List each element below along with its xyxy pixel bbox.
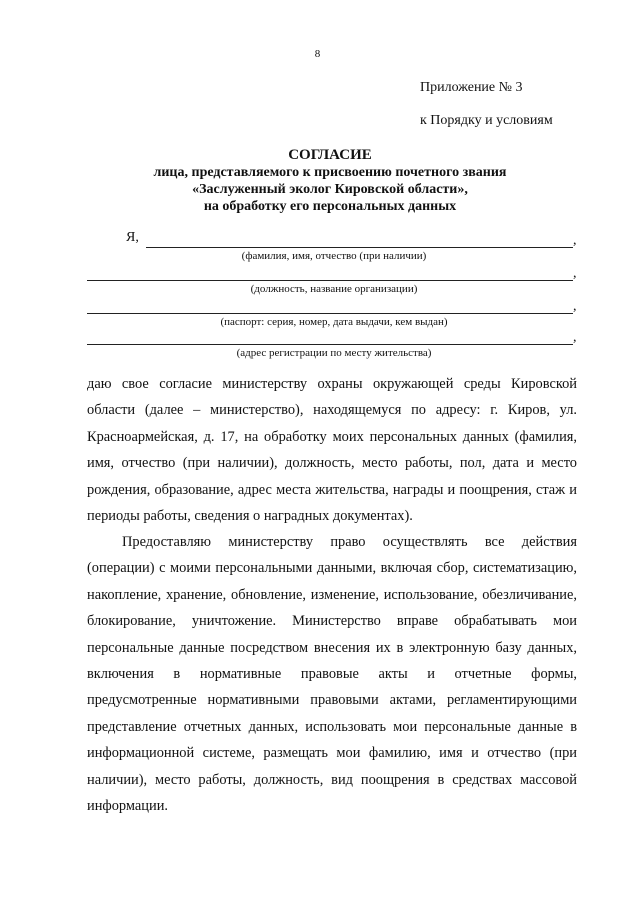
name-caption: (фамилия, имя, отчество (при наличии) <box>241 250 427 262</box>
address-fill-line[interactable] <box>87 344 573 345</box>
name-fill-line[interactable] <box>146 247 573 248</box>
consent-paragraph: даю свое согласие министерству охраны окружающей среды Кировской области (далее – министерство), находящемуся по адресу: г. Киров, ул. Красноармейская, д. 17, на обработку моих персональных данных (фамилия, имя, отчество (при наличии), должность, место работы, пол, дата и место рождения, образование, адрес места жительства, награды и поощрения, стаж и периоды работы, сведения о наградных документах). <box>87 376 577 525</box>
passport-caption: (паспорт: серия, номер, дата выдачи, кем выдан) <box>220 316 448 328</box>
passport-line-comma: , <box>573 299 577 314</box>
position-caption: (должность, название организации) <box>250 283 418 295</box>
address-line-comma: , <box>573 330 577 345</box>
address-caption: (адрес регистрации по месту жительства) <box>236 347 432 359</box>
passport-fill-line[interactable] <box>87 313 573 314</box>
rights-paragraph: Предоставляю министерству право осуществлять все действия (операции) с моими персональными данными, включая сбор, систематизацию, накопление, хранение, обновление, изменение, использование, обезличивание, блокирование, уничтожение. Министерство вправе обрабатывать мои персональные данные посредством внесения их в электронную базу данных, включения в нормативные правовые акты и отчетные формы, предусмотренные нормативными правовыми актами, регламентирующими представление отчетных данных, использовать мои персональные данные в информационной системе, размещать мои фамилию, имя и отчество (при наличии), место работы, должность, вид поощрения в средствах массовой информации. <box>87 534 577 815</box>
document-title: СОГЛАСИЕ <box>288 147 372 163</box>
document-subtitle-line-3: на обработку его персональных данных <box>203 199 457 214</box>
position-fill-line[interactable] <box>87 280 573 281</box>
appendix-number: Приложение № 3 <box>420 80 523 95</box>
position-line-comma: , <box>573 266 577 281</box>
form-prefix: Я, <box>126 230 139 245</box>
appendix-reference: к Порядку и условиям <box>420 113 553 128</box>
name-line-comma: , <box>573 233 577 248</box>
document-subtitle-line-2: «Заслуженный эколог Кировской области», <box>192 182 468 197</box>
document-subtitle-line-1: лица, представляемого к присвоению почетного звания <box>153 165 507 180</box>
page-number: 8 <box>314 48 321 60</box>
